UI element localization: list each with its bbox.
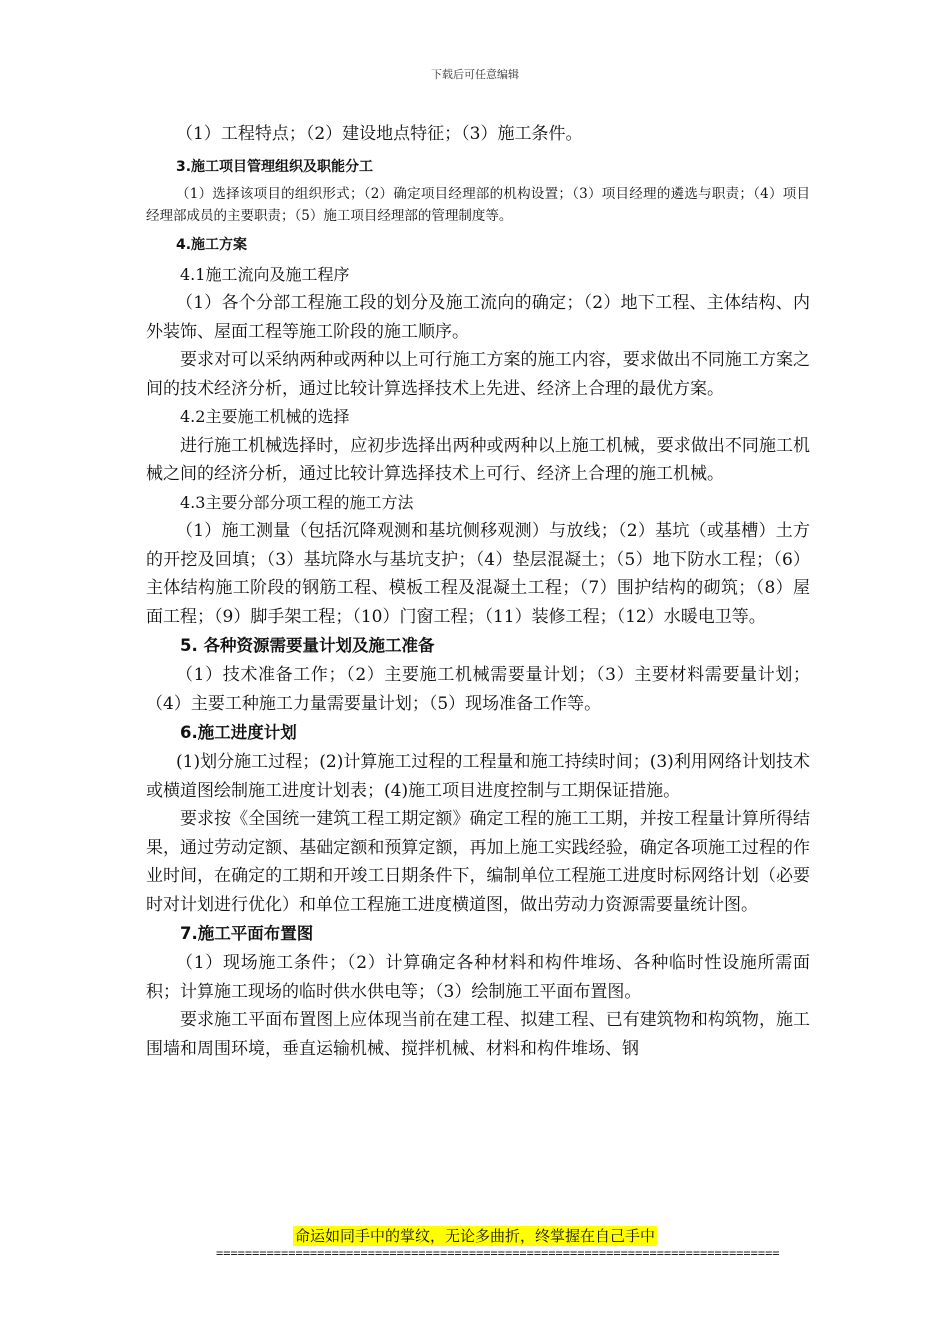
paragraph-construction-methods: （1）施工测量（包括沉降观测和基坑侧移观测）与放线；（2）基坑（或基槽）土方的开挖及回填；（3）基坑降水与基坑支护；（4）垫层混凝土；（5）地下防水工程；（6）主体结构施工阶段的钢筋工程、模板工程及混凝土工程；（7）围护结构的砌筑；（8）屋面工程；（9）脚手架工程；（10）门窗工程；（11）装修工程；（12）水暖电卫等。 (146, 521, 810, 627)
paragraph-construction-sequence: （1）各个分部工程施工段的划分及施工流向的确定；（2）地下工程、主体结构、内外装饰、屋面工程等施工阶段的施工顺序。 (146, 293, 810, 342)
heading-section-5: 5. 各种资源需要量计划及施工准备 (180, 636, 435, 655)
paragraph-organization: （1）选择该项目的组织形式；（2）确定项目经理部的机构设置；（3）项目经理的遴选与职责；（4）项目经理部成员的主要职责；（5）施工项目经理部的管理制度等。 (146, 185, 810, 224)
heading-section-7: 7.施工平面布置图 (180, 924, 314, 943)
subheading-4-3: 4.3主要分部分项工程的施工方法 (180, 492, 414, 512)
document-body (146, 120, 810, 1063)
heading-section-3: 3.施工项目管理组织及职能分工 (176, 158, 374, 175)
subheading-4-1: 4.1施工流向及施工程序 (180, 264, 350, 284)
heading-section-6: 6.施工进度计划 (180, 723, 297, 742)
paragraph-site-layout: （1）现场施工条件；（2）计算确定各种材料和构件堆场、各种临时性设施所需面积；计算施工现场的临时供水供电等；（3）绘制施工平面布置图。 (146, 953, 810, 1002)
paragraph-layout-requirements: 要求施工平面布置图上应体现当前在建工程、拟建工程、已有建筑物和构筑物，施工围墙和周围环境，垂直运输机械、搅拌机械、材料和构件堆场、钢 (146, 1010, 810, 1059)
page-header: 下载后可任意编辑 (431, 68, 519, 81)
paragraph-machinery-selection: 进行施工机械选择时，应初步选择出两种或两种以上施工机械，要求做出不同施工机械之间的经济分析，通过比较计算选择技术上可行、经济上合理的施工机械。 (146, 435, 810, 484)
page-footer (0, 1226, 950, 1246)
footer-rule: ============================================================================== (216, 1246, 780, 1260)
paragraph-schedule-steps: (1)划分施工过程；(2)计算施工过程的工程量和施工持续时间；(3)利用网络计划技术或横道图绘制施工进度计划表；(4)施工项目进度控制与工期保证措施。 (146, 752, 810, 801)
paragraph-schedule-requirements: 要求按《全国统一建筑工程工期定额》确定工程的施工工期，并按工程量计算所得结果，通过劳动定额、基础定额和预算定额，再加上施工实践经验，确定各项施工过程的作业时间，在确定的工期和开竣工日期条件下，编制单位工程施工进度时标网络计划（必要时对计划进行优化）和单位工程施工进度横道图，做出劳动力资源需要量统计图。 (146, 809, 810, 915)
paragraph-project-features: （1）工程特点；（2）建设地点特征；（3）施工条件。 (176, 124, 583, 144)
footer-motto: 命运如同手中的掌纹，无论多曲折，终掌握在自己手中 (294, 1227, 655, 1245)
paragraph-scheme-analysis: 要求对可以采纳两种或两种以上可行施工方案的施工内容，要求做出不同施工方案之间的技术经济分析，通过比较计算选择技术上先进、经济上合理的最优方案。 (146, 350, 810, 399)
paragraph-resources: （1）技术准备工作；（2）主要施工机械需要量计划；（3）主要材料需要量计划；（4）主要工种施工力量需要量计划；（5）现场准备工作等。 (146, 665, 810, 714)
subheading-4-2: 4.2主要施工机械的选择 (180, 407, 350, 426)
heading-section-4: 4.施工方案 (176, 236, 248, 253)
